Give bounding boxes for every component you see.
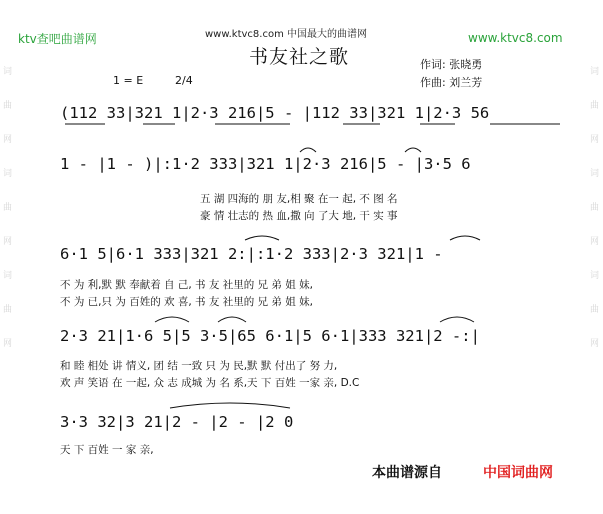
lyric-line-2a: 五 湖 四海的 朋 友,相 聚 在一 起, 不 图 名 [200, 193, 398, 205]
song-title: 书友社之歌 [249, 46, 350, 68]
source-label: 本曲谱源自 [372, 465, 442, 481]
lyric-line-4b: 欢 声 笑语 在 一起, 众 志 成城 为 名 系,天 下 百姓 一家 亲, D.C [60, 377, 360, 389]
slur-arc [405, 148, 421, 152]
score-line-5: 3·3 32|3 21|2 - |2 - |2 0 [60, 413, 294, 431]
slur-arc [155, 317, 189, 322]
score-line-1: (112 33|321 1|2·3 216|5 - |112 33|321 1|2·3 56 [60, 104, 490, 122]
side-watermark-left: 词曲网词曲网词曲网 [3, 67, 13, 349]
site-url-center: www.ktvc8.com 中国最大的曲谱网 [205, 29, 368, 40]
key-signature: 1 = E [113, 74, 144, 87]
lyric-line-5a: 天 下 百姓 一 家 亲, [60, 444, 154, 456]
lyric-line-2b: 豪 情 壮志的 热 血,撒 向 了大 地, 干 实 事 [200, 210, 398, 222]
side-watermark-right: 词曲网词曲网词曲网 [590, 67, 600, 349]
score-line-4: 2·3 21|1·6 5|5 3·5|65 6·1|5 6·1|333 321|2 -:| [60, 327, 480, 345]
composer-credit: 作曲: 刘兰芳 [420, 76, 483, 89]
lyricist-credit: 作词: 张晓勇 [420, 58, 483, 71]
slur-arc [450, 236, 480, 240]
site-name-left: ktv查吧曲谱网 [18, 32, 97, 46]
score-line-2: 1 - |1 - )|:1·2 333|321 1|2·3 216|5 - |3·5 6 [60, 155, 471, 173]
slur-arc [218, 317, 246, 322]
slur-arc [170, 403, 290, 408]
slur-arc [245, 236, 279, 240]
time-signature: 2/4 [175, 74, 193, 87]
score-line-3: 6·1 5|6·1 333|321 2:|:1·2 333|2·3 321|1 - [60, 245, 443, 263]
lyric-line-3b: 不 为 已,只 为 百姓的 欢 喜, 书 友 社里的 兄 弟 姐 妹, [60, 296, 313, 308]
slur-arc [440, 317, 474, 322]
site-url-right: www.ktvc8.com [468, 31, 563, 45]
lyric-line-4a: 和 睦 相处 讲 情义, 团 结 一致 只 为 民,默 默 付出了 努 力, [60, 360, 338, 372]
lyric-line-3a: 不 为 利,默 默 奉献着 自 己, 书 友 社里的 兄 弟 姐 妹, [60, 279, 313, 291]
brand-name[interactable]: 中国词曲网 [483, 465, 553, 481]
slur-arc [300, 148, 316, 152]
